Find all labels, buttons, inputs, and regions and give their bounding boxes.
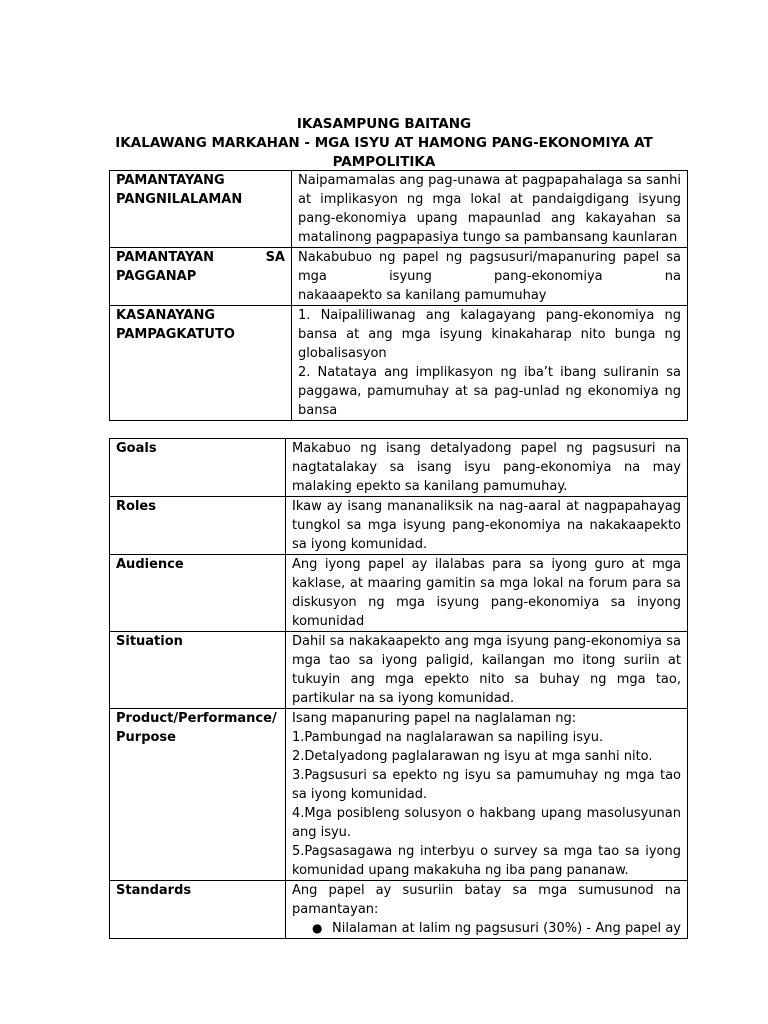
grade-heading: IKASAMPUNG BAITANG bbox=[296, 116, 472, 132]
goals-label: Goals bbox=[110, 439, 286, 497]
performance-standard-label-line2: PAGGANAP bbox=[116, 269, 197, 284]
product-item: 3.Pagsusuri sa epekto ng isyu sa pamumuhay ng mga tao sa iyong komunidad. bbox=[292, 768, 681, 802]
performance-standard-label bbox=[110, 248, 292, 306]
product-text bbox=[286, 709, 688, 881]
quarter-heading-continuation: PAMPOLITIKA bbox=[332, 154, 436, 170]
product-item: 4.Mga posibleng solusyon o hakbang upang masolusyunan ang isyu. bbox=[292, 806, 681, 840]
learning-competency-text bbox=[292, 306, 688, 421]
table-row bbox=[110, 248, 688, 306]
table-row bbox=[110, 306, 688, 421]
list-item bbox=[312, 919, 681, 938]
product-label: Product/Performance/ Purpose bbox=[110, 709, 286, 881]
table-row bbox=[110, 632, 688, 709]
audience-text: Ang iyong papel ay ilalabas para sa iyong guro at mga kaklase, at maaring gamitin sa mga lokal na forum para sa diskusyon ng mga isyung pang-ekonomiya sa inyong komunidad bbox=[286, 555, 688, 632]
performance-standard-label-line1: PAMANTAYAN SA bbox=[116, 250, 285, 265]
competency-item: 2. Natataya ang implikasyon ng iba’t ibang suliranin sa paggawa, pamumuhay at sa pag-unlad ng ekonomiya ng bansa bbox=[298, 365, 681, 418]
situation-text: Dahil sa nakakaapekto ang mga isyung pang-ekonomiya sa mga tao sa iyong paligid, kailangan mo itong suriin at tukuyin ang mga epekto nito sa buhay ng mga tao, partikular na sa iyong komunidad. bbox=[286, 632, 688, 709]
table-row bbox=[110, 439, 688, 497]
document-title-block bbox=[100, 115, 668, 172]
standards-intro: Ang papel ay susuriin batay sa mga sumusunod na pamantayan: bbox=[292, 883, 681, 917]
standards-text bbox=[286, 881, 688, 939]
table-row bbox=[110, 171, 688, 248]
roles-label: Roles bbox=[110, 497, 286, 555]
competency-item: 1. Naipaliliwanag ang kalagayang pang-ekonomiya ng bansa at ang mga isyung kinakaharap nito bunga ng globalisasyon bbox=[298, 308, 681, 361]
standards-label: Standards bbox=[110, 881, 286, 939]
product-item: 1.Pambungad na naglalarawan sa napiling isyu. bbox=[292, 730, 604, 745]
quarter-heading: IKALAWANG MARKAHAN - MGA ISYU AT HAMONG PANG-EKONOMIYA AT bbox=[115, 135, 653, 151]
performance-standard-text bbox=[292, 248, 688, 306]
bullet-icon: ● bbox=[312, 921, 323, 935]
learning-competency-label: KASANAYANG PAMPAGKATUTO bbox=[110, 306, 292, 421]
standards-bullet-list bbox=[292, 919, 681, 938]
goals-text: Makabuo ng isang detalyadong papel ng pagsusuri na nagtatalakay sa isang isyu pang-ekonomiya na may malaking epekto sa kanilang pamumuhay. bbox=[286, 439, 688, 497]
table-row bbox=[110, 709, 688, 881]
standards-table bbox=[109, 170, 688, 421]
content-standard-label: PAMANTAYANG PANGNILALAMAN bbox=[110, 171, 292, 248]
product-item: 2.Detalyadong paglalarawan ng isyu at mga sanhi nito. bbox=[292, 749, 653, 764]
table-row bbox=[110, 497, 688, 555]
situation-label: Situation bbox=[110, 632, 286, 709]
performance-standard-text-line1: Nakabubuo ng papel ng pagsusuri/mapanuring papel sa mga isyung pang-ekonomiya na bbox=[298, 250, 681, 284]
standards-bullet-text: Nilalaman at lalim ng pagsusuri (30%) - Ang papel ay bbox=[332, 921, 681, 936]
grasps-table bbox=[109, 438, 688, 939]
roles-text: Ikaw ay isang mananaliksik na nag-aaral at nagpapahayag tungkol sa mga isyung pang-ekonomiya na nakakaapekto sa iyong komunidad. bbox=[286, 497, 688, 555]
product-intro: Isang mapanuring papel na naglalaman ng: bbox=[292, 711, 577, 726]
content-standard-text: Naipamamalas ang pag-unawa at pagpapahalaga sa sanhi at implikasyon ng mga lokal at pandaigdigang isyung pang-ekonomiya upang mapaunlad ang kakayahan sa matalinong pagpapasiya tungo sa pambansang kaunlaran bbox=[292, 171, 688, 248]
performance-standard-text-line2: nakaaapekto sa kanilang pamumuhay bbox=[298, 288, 547, 303]
audience-label: Audience bbox=[110, 555, 286, 632]
product-item: 5.Pagsasagawa ng interbyu o survey sa mga tao sa iyong komunidad upang makakuha ng iba pang pananaw. bbox=[292, 844, 681, 878]
table-row bbox=[110, 555, 688, 632]
table-row bbox=[110, 881, 688, 939]
